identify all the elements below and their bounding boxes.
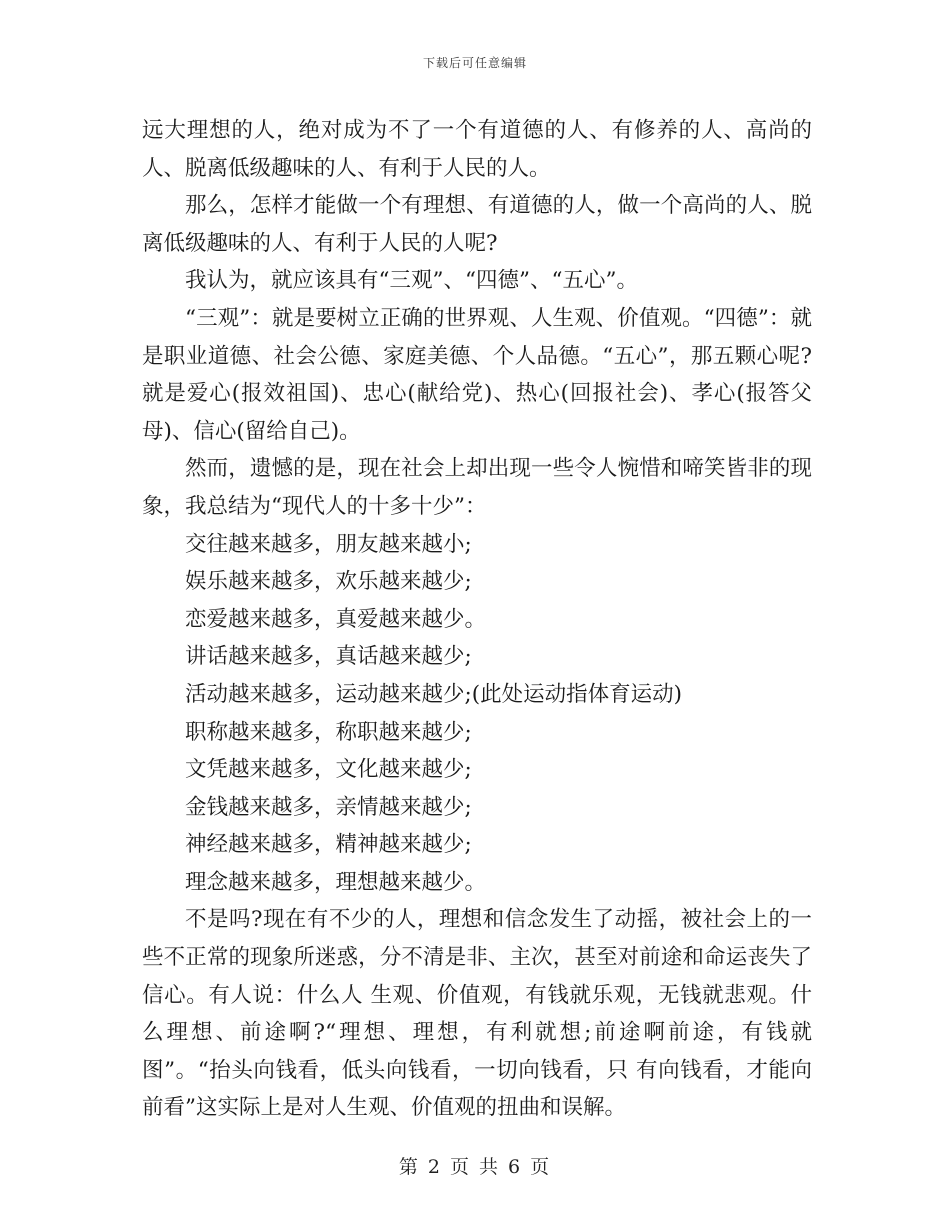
list-item: 理念越来越多，理想越来越少。 xyxy=(185,869,487,895)
page-header: 下载后可任意编辑 xyxy=(422,56,527,70)
paragraph-three-views-detail: “三观”：就是要树立正确的世界观、人生观、价值观。“四德”：就是职业道德、社会公德、家庭美德、个人品德。“五心”，那五颗心呢?就是爱心(报效祖国)、忠心(献给党)、热心(回报社会)、孝心(报答父母)、信心(留给自己)。 xyxy=(142,305,812,444)
ten-more-ten-less-list xyxy=(142,526,812,902)
list-item: 活动越来越多，运动越来越少;(此处运动指体育运动) xyxy=(185,681,683,707)
paragraph-ten-more-ten-less-intro: 然而，遗憾的是，现在社会上却出现一些令人惋惜和啼笑皆非的现象，我总结为“现代人的十多十少”： xyxy=(142,456,812,519)
list-item: 金钱越来越多，亲情越来越少; xyxy=(185,794,472,820)
list-item: 娱乐越来越多，欢乐越来越少; xyxy=(185,569,472,595)
paragraph-conclusion: 不是吗?现在有不少的人，理想和信念发生了动摇，被社会上的一些不正常的现象所迷惑，分不清是非、主次，甚至对前途和命运丧失了信心。有人说：什么人 生观、价值观，有钱就乐观，无钱就悲观。什么理想、前途啊?“理想、理想，有利就想;前途啊前途，有钱就图”。“抬头向钱看，低头向钱看，一切向钱看，只 有向钱看，才能向前看”这实际上是对人生观、价值观的扭曲和误解。 xyxy=(142,907,812,1121)
list-item: 神经越来越多，精神越来越少; xyxy=(185,832,472,858)
list-item: 职称越来越多，称职越来越少; xyxy=(185,719,472,745)
list-item: 讲话越来越多，真话越来越少; xyxy=(185,644,472,670)
list-item: 交往越来越多，朋友越来越小; xyxy=(185,531,472,557)
page-number: 第 2 页 共 6 页 xyxy=(398,1156,552,1178)
paragraph-three-views-intro: 我认为，就应该具有“三观”、“四德”、“五心”。 xyxy=(185,268,638,294)
paragraph-question: 那么，怎样才能做一个有理想、有道德的人，做一个高尚的人、脱离低级趣味的人、有利于人民的人呢? xyxy=(142,193,812,256)
list-item: 恋爱越来越多，真爱越来越少。 xyxy=(185,606,487,632)
paragraph-continuation: 远大理想的人，绝对成为不了一个有道德的人、有修养的人、高尚的人、脱离低级趣味的人、有利于人民的人。 xyxy=(142,118,812,181)
list-item: 文凭越来越多，文化越来越少; xyxy=(185,757,472,783)
document-body xyxy=(142,112,812,1127)
